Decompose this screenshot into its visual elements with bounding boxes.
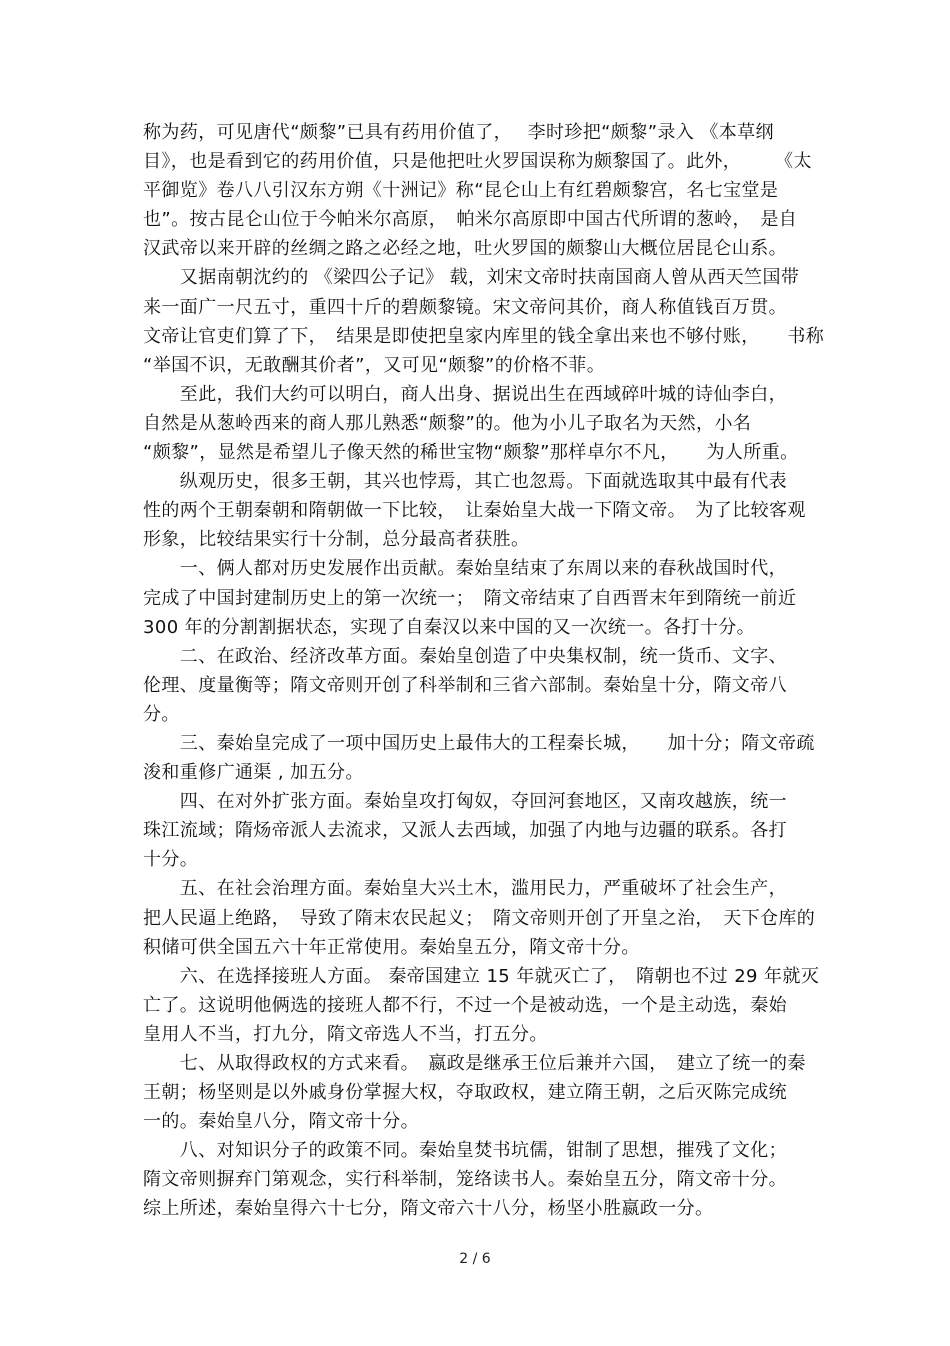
text-line: 一、俩人都对历史发展作出贡献。秦始皇结束了东周以来的春秋战国时代，	[143, 558, 787, 580]
text-line: 王朝；杨坚则是以外戚身份掌握大权，夺取政权，建立隋王朝，之后灭陈完成统	[143, 1082, 787, 1104]
text-line: 四、在对外扩张方面。秦始皇攻打匈奴，夺回河套地区，又南攻越族，统一	[143, 791, 787, 813]
text-line: 文帝让官吏们算了下， 结果是即使把皇家内库里的钱全拿出来也不够付账， 书称	[143, 325, 825, 347]
text-line: 伦理、度量衡等；隋文帝则开创了科举制和三省六部制。秦始皇十分，隋文帝八	[143, 674, 787, 696]
text-line: 性的两个王朝秦朝和隋朝做一下比较， 让秦始皇大战一下隋文帝。 为了比较客观	[143, 500, 806, 522]
text-line: 三、秦始皇完成了一项中国历史上最伟大的工程秦长城， 加十分；隋文帝疏	[143, 732, 815, 754]
text-line: 隋文帝则摒弃门第观念，实行科举制，笼络读书人。秦始皇五分，隋文帝十分。	[143, 1169, 787, 1191]
text-line: 六、在选择接班人方面。 秦帝国建立 15 年就灭亡了， 隋朝也不过 29 年就灭	[143, 965, 820, 987]
text-line: 自然是从葱岭西来的商人那儿熟悉“颇黎”的。他为小儿子取名为天然，小名	[143, 412, 752, 434]
text-line: 又据南朝沈约的 《梁四公子记》 载，刘宋文帝时扶南国商人曾从西天竺国带	[143, 267, 800, 289]
text-line: 一的。秦始皇八分，隋文帝十分。	[143, 1111, 419, 1133]
text-line: 也”。按古昆仑山位于今帕米尔高原， 帕米尔高原即中国古代所谓的葱岭， 是自	[143, 209, 798, 231]
text-line: 综上所述，秦始皇得六十七分，隋文帝六十八分，杨坚小胜嬴政一分。	[143, 1198, 714, 1220]
text-line: 至此，我们大约可以明白，商人出身、据说出生在西域碎叶城的诗仙李白，	[143, 383, 787, 405]
text-line: 300 年的分割割据状态，实现了自秦汉以来中国的又一次统一。各打十分。	[143, 616, 756, 638]
text-line: 积储可供全国五六十年正常使用。秦始皇五分，隋文帝十分。	[143, 936, 640, 958]
text-line: 亡了。这说明他俩选的接班人都不行，不过一个是被动选，一个是主动选，秦始	[143, 994, 787, 1016]
text-line: “举国不识，无敢酬其价者”，又可见“颇黎”的价格不菲。	[143, 354, 606, 376]
text-line: 称为药，可见唐代“颇黎”已具有药用价值了， 李时珍把“颇黎”录入 《本草纲	[143, 122, 774, 143]
text-line: 平御览》卷八八引汉东方朔《十洲记》称“昆仑山上有红碧颇黎宫，名七宝堂是	[143, 180, 779, 202]
text-line: 纵观历史，很多王朝，其兴也悖焉，其亡也忽焉。下面就选取其中最有代表	[143, 471, 787, 493]
text-line: 汉武帝以来开辟的丝绸之路之必经之地，吐火罗国的颇黎山大概位居昆仑山系。	[143, 238, 787, 260]
text-line: 皇用人不当，打九分，隋文帝选人不当，打五分。	[143, 1023, 548, 1045]
text-line: 来一面广一尺五寸，重四十斤的碧颇黎镜。宋文帝问其价，商人称值钱百万贯。	[143, 296, 787, 318]
text-line: 形象，比较结果实行十分制，总分最高者获胜。	[143, 529, 530, 551]
document-body	[143, 118, 823, 1224]
text-line: “颇黎”，显然是希望儿子像天然的稀世宝物“颇黎”那样卓尔不凡， 为人所重。	[143, 442, 799, 464]
text-line: 目》，也是看到它的药用价值，只是他把吐火罗国误称为颇黎国了。此外， 《太	[143, 151, 812, 173]
text-line: 五、在社会治理方面。秦始皇大兴土木，滥用民力，严重破坏了社会生产，	[143, 878, 787, 900]
text-line: 八、对知识分子的政策不同。秦始皇焚书坑儒，钳制了思想，摧残了文化；	[143, 1140, 787, 1162]
text-line: 二、在政治、经济改革方面。秦始皇创造了中央集权制，统一货币、文字、	[143, 645, 787, 667]
text-line: 七、从取得政权的方式来看。 嬴政是继承王位后兼并六国， 建立了统一的秦	[143, 1053, 806, 1074]
text-line: 把人民逼上绝路， 导致了隋末农民起义； 隋文帝则开创了开皇之治， 天下仓库的	[143, 907, 816, 929]
page-number: 2 / 6	[459, 1251, 491, 1267]
text-line: 珠江流域；隋炀帝派人去流求，又派人去西域，加强了内地与边疆的联系。各打	[143, 820, 787, 842]
text-line: 十分。	[143, 849, 199, 871]
text-line: 浚和重修广通渠 , 加五分。	[143, 762, 364, 784]
text-line: 分。	[143, 703, 180, 725]
text-line: 完成了中国封建制历史上的第一次统一； 隋文帝结束了自西晋末年到隋统一前近	[143, 587, 797, 609]
